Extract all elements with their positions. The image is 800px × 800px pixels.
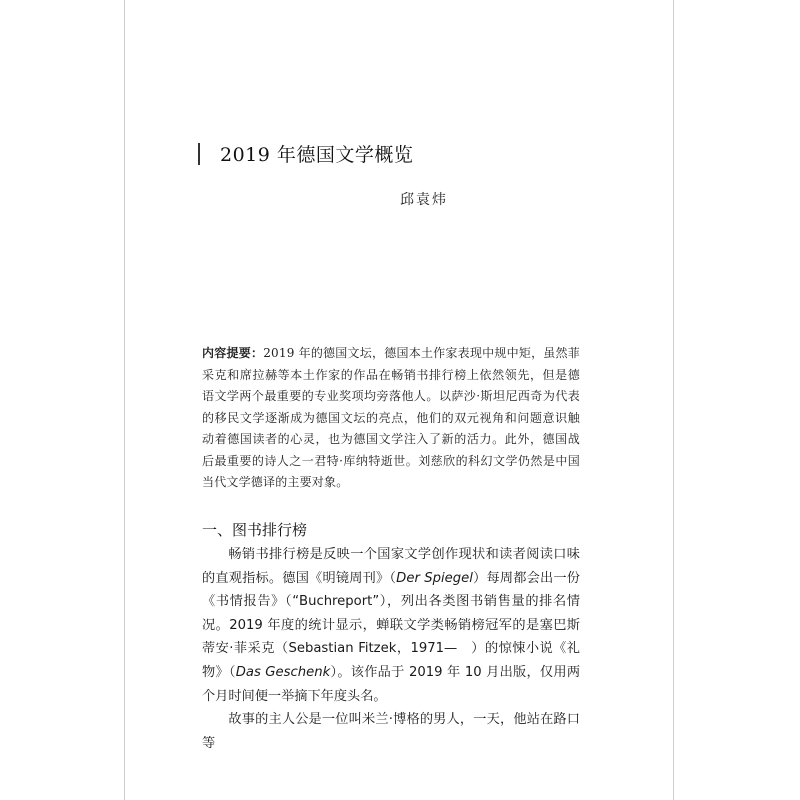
title-block bbox=[198, 140, 413, 167]
paragraph-1-part-2: ）每周都会出一份《书情报告》（“Buchreport”），列出各类图书销售量的排名情况。2019 年度的统计显示，蝉联文学类畅销榜冠军的是塞巴斯蒂安·菲采克（Sebastian Fitzek，1971— ）的惊悚小说《礼物》（ bbox=[202, 570, 580, 680]
der-spiegel-title: Der Spiegel bbox=[396, 570, 473, 586]
das-geschenk-title: Das Geschenk bbox=[235, 664, 331, 680]
author-name: 邱袁炜 bbox=[400, 192, 448, 208]
section-heading: 一、图书排行榜 bbox=[202, 521, 308, 539]
title-bar bbox=[198, 143, 200, 165]
paragraph-1 bbox=[202, 543, 580, 708]
body-text bbox=[202, 543, 580, 755]
abstract-label: 内容提要： bbox=[202, 346, 264, 360]
paragraph-1-part-3: ）。该作品于 2019 年 10 月出版，仅用两个月时间便一举摘下年度头名。 bbox=[202, 664, 581, 704]
paragraph-1-part-1: 畅销书排行榜是反映一个国家文学创作现状和读者阅读口味的直观指标。德国《明镜周刊》（ bbox=[202, 547, 580, 586]
abstract-text: 2019 年的德国文坛，德国本土作家表现中规中矩，虽然菲采克和席拉赫等本土作家的作品在畅销书排行榜上依然领先，但是德语文学两个最重要的专业奖项均旁落他人。以萨沙·斯坦尼西奇为代表的移民文学逐渐成为德国文坛的亮点，他们的双元视角和问题意识触动着德国读者的心灵，也为德国文学注入了新的活力。此外，德国战后最重要的诗人之一君特·库纳特逝世。刘慈欣的科幻文学仍然是中国当代文学德译的主要对象。 bbox=[202, 346, 580, 489]
article-title: 2019 年德国文学概览 bbox=[220, 144, 414, 166]
abstract bbox=[202, 343, 580, 494]
paragraph-2: 故事的主人公是一位叫米兰·博格的男人，一天，他站在路口等 bbox=[202, 712, 580, 751]
